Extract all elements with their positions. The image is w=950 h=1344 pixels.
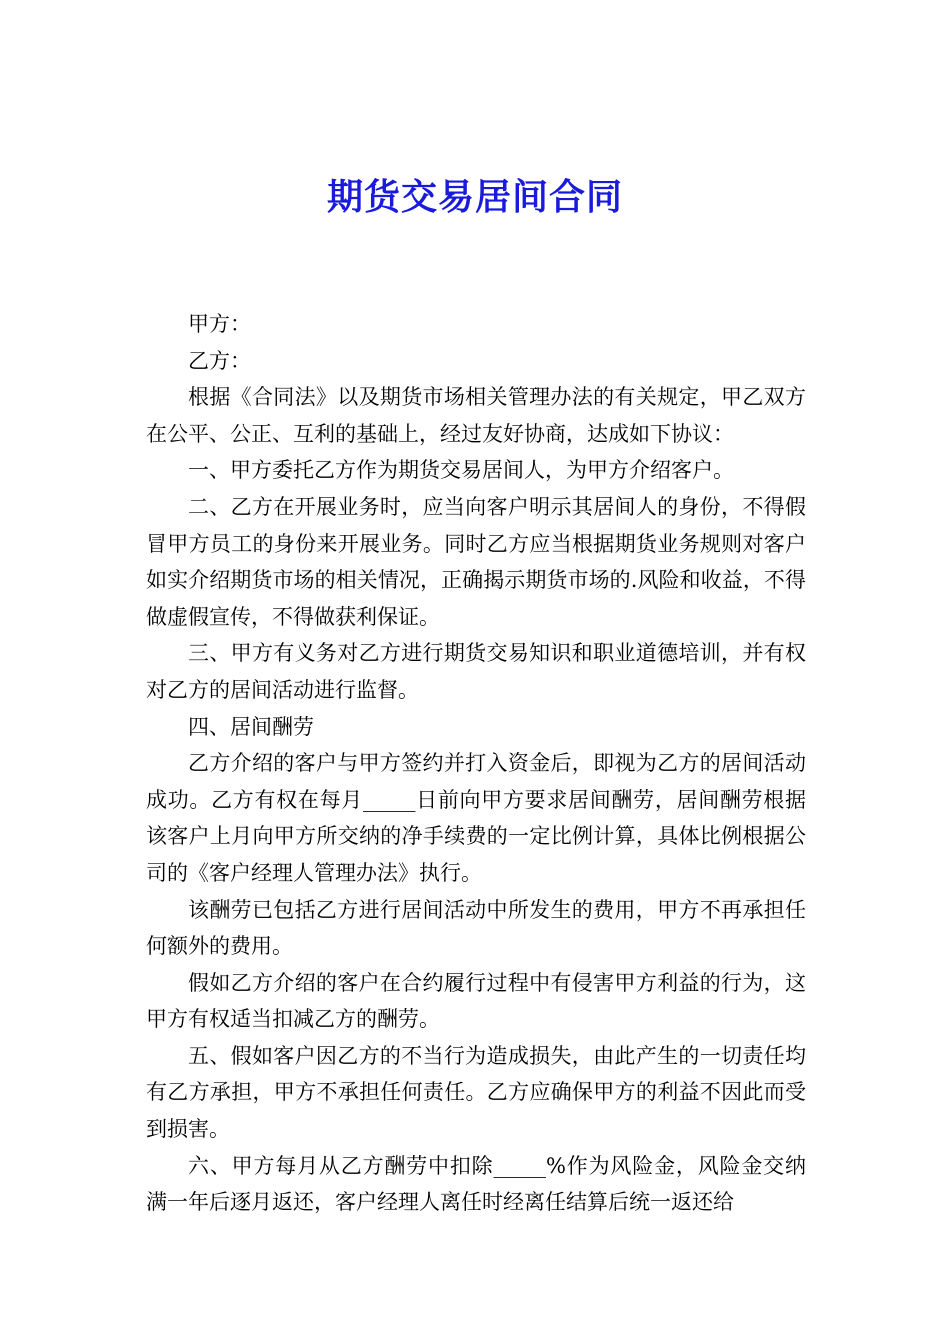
clause-1-paragraph: 一、甲方委托乙方作为期货交易居间人，为甲方介绍客户。 [188, 458, 734, 483]
preamble-paragraph: 根据《合同法》以及期货市场相关管理办法的有关规定，甲乙双方在公平、公正、互利的基础上，经过友好协商，达成如下协议： [146, 385, 806, 446]
clause-6-paragraph: 六、甲方每月从乙方酬劳中扣除_____%作为风险金，风险金交纳满一年后逐月返还，客户经理人离任时经离任结算后统一返还给 [146, 1153, 806, 1215]
clause-4-heading: 四、居间酬劳 [188, 714, 314, 739]
document-title: 期货交易居间合同 [326, 177, 623, 218]
clause-5-paragraph: 五、假如客户因乙方的不当行为造成损失，由此产生的一切责任均有乙方承担，甲方不承担任何责任。乙方应确保甲方的利益不因此而受到损害。 [146, 1043, 806, 1142]
clause-3-paragraph: 三、甲方有义务对乙方进行期货交易知识和职业道德培训，并有权对乙方的居间活动进行监督。 [146, 641, 806, 702]
clause-4-paragraph-3: 假如乙方介绍的客户在合约履行过程中有侵害甲方利益的行为，这甲方有权适当扣减乙方的酬劳。 [146, 970, 806, 1032]
clause-4-paragraph-1: 乙方介绍的客户与甲方签约并打入资金后，即视为乙方的居间活动成功。乙方有权在每月_____日前向甲方要求居间酬劳，居间酬劳根据该客户上月向甲方所交纳的净手续费的一定比例计算，具体比例根据公司的《客户经理人管理办法》执行。 [146, 751, 806, 885]
party-b-line: 乙方： [188, 348, 251, 373]
document-body [146, 306, 806, 1221]
clause-4-paragraph-2: 该酬劳已包括乙方进行居间活动中所发生的费用，甲方不再承担任何额外的费用。 [146, 897, 806, 959]
party-a-line: 甲方： [188, 312, 251, 336]
clause-2-paragraph: 二、乙方在开展业务时，应当向客户明示其居间人的身份，不得假冒甲方员工的身份来开展业务。同时乙方应当根据期货业务规则对客户如实介绍期货市场的相关情况，正确揭示期货市场的.风险和收益，不得做虚假宣传，不得做获利保证。 [146, 494, 806, 629]
